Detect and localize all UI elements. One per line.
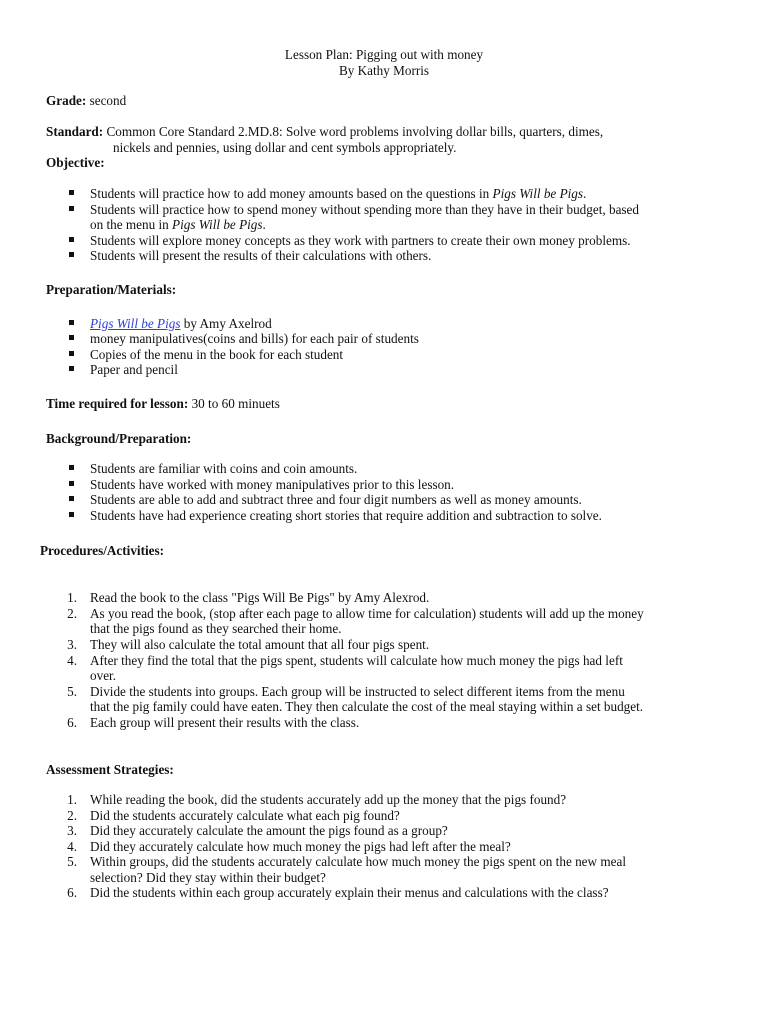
procedure-step-cont: that the pigs found as they searched their home. <box>90 621 342 636</box>
document-title: Lesson Plan: Pigging out with money <box>284 47 484 62</box>
list-number: 3. <box>67 637 77 652</box>
grade-line <box>46 93 126 109</box>
standard-label: Standard: <box>46 124 104 139</box>
standard-text-line2: nickels and pennies, using dollar and cent symbols appropriately. <box>113 140 457 155</box>
bullet-icon <box>69 252 74 257</box>
bullet-icon <box>69 237 74 242</box>
bullet-icon <box>69 335 74 340</box>
materials-item: Pigs Will be Pigs by Amy Axelrod <box>90 316 272 331</box>
materials-item: Paper and pencil <box>90 362 178 377</box>
time-value: 30 to 60 minuets <box>191 396 280 411</box>
materials-item: money manipulatives(coins and bills) for each pair of students <box>90 331 419 346</box>
procedure-step: Each group will present their results with the class. <box>90 715 360 730</box>
assessment-item: Did they accurately calculate how much money the pigs had left after the meal? <box>90 839 511 854</box>
list-number: 6. <box>67 715 77 730</box>
procedure-step-cont: that the pig family could have eaten. They then calculate the cost of the meal staying within a set budget. <box>90 699 644 714</box>
objective-item-cont: on the menu in Pigs Will be Pigs. <box>90 217 266 232</box>
objective-item: Students will practice how to add money amounts based on the questions in Pigs Will be Pigs. <box>90 186 587 201</box>
list-number: 6. <box>67 885 77 900</box>
assessment-item: Within groups, did the students accurately calculate how much money the pigs spent on the new meal <box>90 854 626 869</box>
book-link[interactable]: Pigs Will be Pigs <box>90 316 181 331</box>
bullet-icon <box>69 496 74 501</box>
background-item: Students are familiar with coins and coin amounts. <box>90 461 358 476</box>
procedure-step: Divide the students into groups. Each group will be instructed to select different items from the menu <box>90 684 625 699</box>
list-number: 2. <box>67 808 77 823</box>
assessment-item: Did they accurately calculate the amount the pigs found as a group? <box>90 823 448 838</box>
grade-value: second <box>89 93 127 108</box>
list-number: 2. <box>67 606 77 621</box>
background-item: Students are able to add and subtract three and four digit numbers as well as money amounts. <box>90 492 582 507</box>
objective-item: Students will explore money concepts as they work with partners to create their own money problems. <box>90 233 631 248</box>
background-item: Students have worked with money manipulatives prior to this lesson. <box>90 477 455 492</box>
bullet-icon <box>69 206 74 211</box>
procedure-step: They will also calculate the total amount that all four pigs spent. <box>90 637 430 652</box>
assessment-item: While reading the book, did the students accurately add up the money that the pigs found? <box>90 792 567 807</box>
procedures-heading: Procedures/Activities: <box>40 543 165 558</box>
procedure-step: Read the book to the class "Pigs Will Be Pigs" by Amy Alexrod. <box>90 590 430 605</box>
procedure-step: After they find the total that the pigs spent, students will calculate how much money the pigs had left <box>90 653 623 668</box>
bullet-icon <box>69 512 74 517</box>
objective-item: Students will practice how to spend money without spending more than they have in their budget, based <box>90 202 640 217</box>
list-number: 4. <box>67 653 77 668</box>
assessment-item: Did the students within each group accurately explain their menus and calculations with the class? <box>90 885 609 900</box>
list-number: 1. <box>67 792 77 807</box>
procedure-step: As you read the book, (stop after each page to allow time for calculation) students will add up the money <box>90 606 644 621</box>
objective-item: Students will present the results of their calculations with others. <box>90 248 432 263</box>
grade-label: Grade: <box>46 93 87 108</box>
objective-heading: Objective: <box>46 155 105 170</box>
bullet-icon <box>69 465 74 470</box>
list-number: 3. <box>67 823 77 838</box>
bullet-icon <box>69 351 74 356</box>
standard-text-line1: Common Core Standard 2.MD.8: Solve word problems involving dollar bills, quarters, dimes, <box>106 124 604 139</box>
bullet-icon <box>69 190 74 195</box>
materials-item: Copies of the menu in the book for each student <box>90 347 344 362</box>
list-number: 4. <box>67 839 77 854</box>
time-line <box>46 396 280 412</box>
standard-line <box>46 124 603 140</box>
bullet-icon <box>69 320 74 325</box>
list-number: 1. <box>67 590 77 605</box>
bullet-icon <box>69 366 74 371</box>
background-item: Students have had experience creating short stories that require addition and subtraction to solve. <box>90 508 602 523</box>
time-label: Time required for lesson: <box>46 396 189 411</box>
list-number: 5. <box>67 854 77 869</box>
assessment-heading: Assessment Strategies: <box>46 762 174 777</box>
materials-heading: Preparation/Materials: <box>46 282 177 297</box>
bullet-icon <box>69 481 74 486</box>
list-number: 5. <box>67 684 77 699</box>
document-author: By Kathy Morris <box>338 63 430 78</box>
assessment-item-cont: selection? Did they stay within their budget? <box>90 870 326 885</box>
background-heading: Background/Preparation: <box>46 431 192 446</box>
assessment-item: Did the students accurately calculate what each pig found? <box>90 808 400 823</box>
procedure-step-cont: over. <box>90 668 117 683</box>
